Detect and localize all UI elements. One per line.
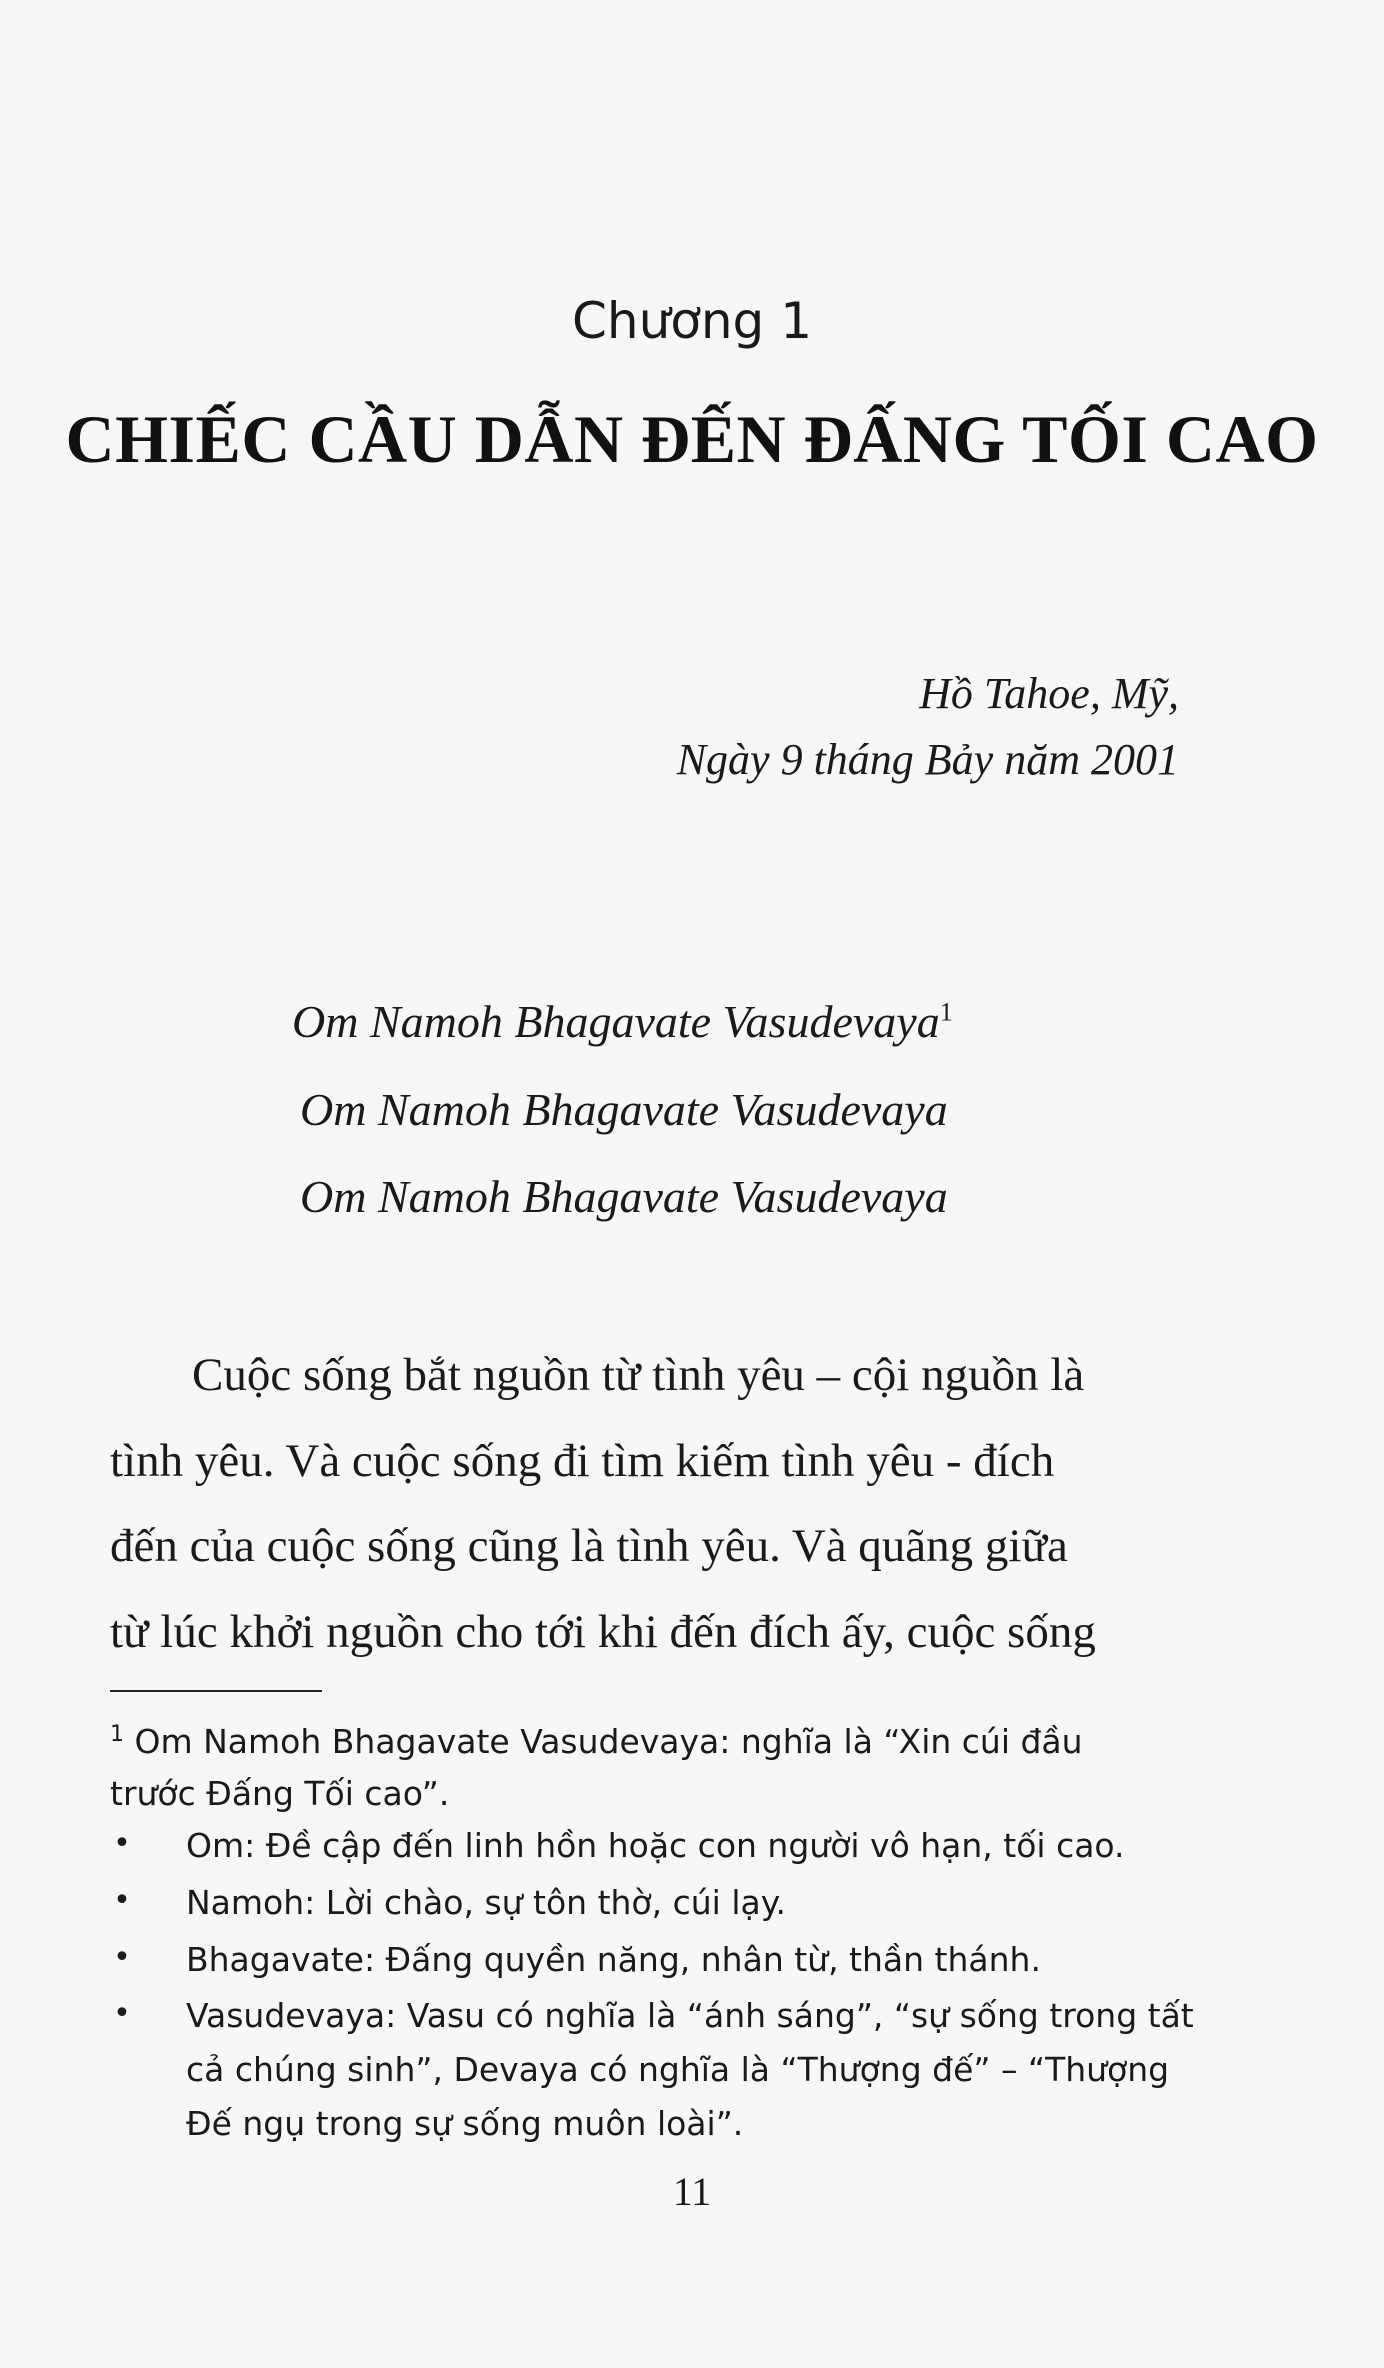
reverse-side-bleed xyxy=(110,150,1210,244)
footnote-bullet: • xyxy=(113,1883,131,1918)
footnote-bullet: • xyxy=(113,1996,131,2031)
footnote-separator xyxy=(110,1690,322,1692)
footnote-line-2: trước Đấng Tối cao”. xyxy=(110,1774,450,1813)
body-line-1: Cuộc sống bắt nguồn từ tình yêu – cội nguồn là xyxy=(192,1349,1085,1401)
body-line-3: đến của cuộc sống cũng là tình yêu. Và quãng giữa xyxy=(110,1520,1068,1572)
footnote-bullet-bhagavate: Bhagavate: Đấng quyền năng, nhân từ, thần thánh. xyxy=(186,1940,1041,1979)
dateline-date: Ngày 9 tháng Bảy năm 2001 xyxy=(676,735,1179,784)
chapter-number: Chương 1 xyxy=(571,292,812,350)
footnote-marker: 1 xyxy=(110,1722,124,1747)
body-line-4: từ lúc khởi nguồn cho tới khi đến đích ấy, cuộc sống xyxy=(110,1606,1096,1658)
footnote-bullet: • xyxy=(113,1826,131,1861)
chapter-title: CHIẾC CẦU DẪN ĐẾN ĐẤNG TỐI CAO xyxy=(65,401,1319,477)
mantra-line-1: Om Namoh Bhagavate Vasudevaya$^1$ xyxy=(292,996,953,1047)
body-line-2: tình yêu. Và cuộc sống đi tìm kiếm tình yêu - đích xyxy=(110,1435,1055,1487)
page-number: 11 xyxy=(672,2169,712,2214)
footnote-bullet-namoh: Namoh: Lời chào, sự tôn thờ, cúi lạy. xyxy=(186,1883,787,1922)
dateline-place: Hồ Tahoe, Mỹ, xyxy=(919,669,1179,718)
footnote-bullet: • xyxy=(113,1940,131,1975)
mantra-line-3: Om Namoh Bhagavate Vasudevaya xyxy=(300,1171,948,1222)
footnote-bullet-vasudevaya-line-3: Đế ngụ trong sự sống muôn loài”. xyxy=(186,2104,744,2143)
footnote-line-1: $^1$ Om Namoh Bhagavate Vasudevaya: nghĩa là “Xin cúi đầu xyxy=(110,1722,1083,1761)
footnote-bullet-vasudevaya-line-1: Vasudevaya: Vasu có nghĩa là “ánh sáng”, “sự sống trong tất xyxy=(186,1996,1194,2035)
footnote-reference: 1 xyxy=(939,997,953,1027)
mantra-line-2: Om Namoh Bhagavate Vasudevaya xyxy=(300,1084,948,1135)
footnote-bullet-om: Om: Đề cập đến linh hồn hoặc con người vô hạn, tối cao. xyxy=(186,1826,1125,1865)
footnote-bullet-vasudevaya-line-2: cả chúng sinh”, Devaya có nghĩa là “Thượng đế” – “Thượng xyxy=(186,2050,1170,2089)
